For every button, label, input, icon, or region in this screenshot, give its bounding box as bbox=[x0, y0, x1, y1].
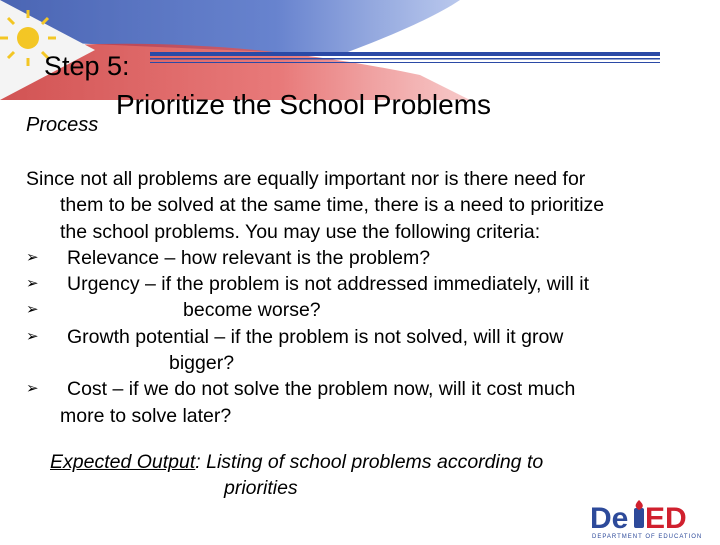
criteria-item: ➢ Cost – if we do not solve the problem now, will it cost much bbox=[26, 376, 706, 402]
arrow-bullet-icon: ➢ bbox=[26, 301, 39, 319]
slide-step-label: Step 5: bbox=[44, 51, 130, 81]
criteria-continuation: bigger? bbox=[169, 352, 235, 375]
logo-text-de: De bbox=[590, 502, 629, 535]
body-text bbox=[26, 166, 706, 429]
intro-line: them to be solved at the same time, there is a need to prioritize bbox=[60, 194, 605, 217]
arrow-bullet-icon: ➢ bbox=[26, 275, 39, 293]
criteria-item: ➢ Urgency – if the problem is not addressed immediately, will it bbox=[26, 271, 706, 297]
criteria-item: ➢ Relevance – how relevant is the problem? bbox=[26, 245, 706, 271]
expected-output: Expected Output: Listing of school problems according to priorities bbox=[50, 449, 543, 502]
criteria-item: ➢ become worse? bbox=[26, 297, 706, 323]
criteria-continuation: more to solve later? bbox=[60, 404, 232, 427]
arrow-bullet-icon: ➢ bbox=[26, 327, 39, 345]
expected-output-label: Expected Output bbox=[50, 451, 196, 473]
arrow-bullet-icon: ➢ bbox=[26, 380, 39, 398]
expected-output-text: Listing of school problems according to bbox=[200, 451, 544, 473]
criteria-item: ➢ Growth potential – if the problem is not solved, will it grow bbox=[26, 324, 706, 350]
torch-icon bbox=[634, 500, 644, 528]
intro-line: Since not all problems are equally important nor is there need for bbox=[26, 168, 586, 190]
process-label: Process bbox=[26, 114, 99, 136]
slide-title: Prioritize the School Problems bbox=[116, 89, 492, 120]
arrow-bullet-icon: ➢ bbox=[26, 248, 39, 266]
intro-line: the school problems. You may use the following criteria: bbox=[60, 220, 541, 243]
logo-subtitle: DEPARTMENT OF EDUCATION bbox=[592, 534, 703, 540]
expected-output-text: priorities bbox=[224, 477, 298, 500]
logo-text-ed: ED bbox=[645, 502, 687, 535]
deped-logo bbox=[590, 500, 718, 540]
